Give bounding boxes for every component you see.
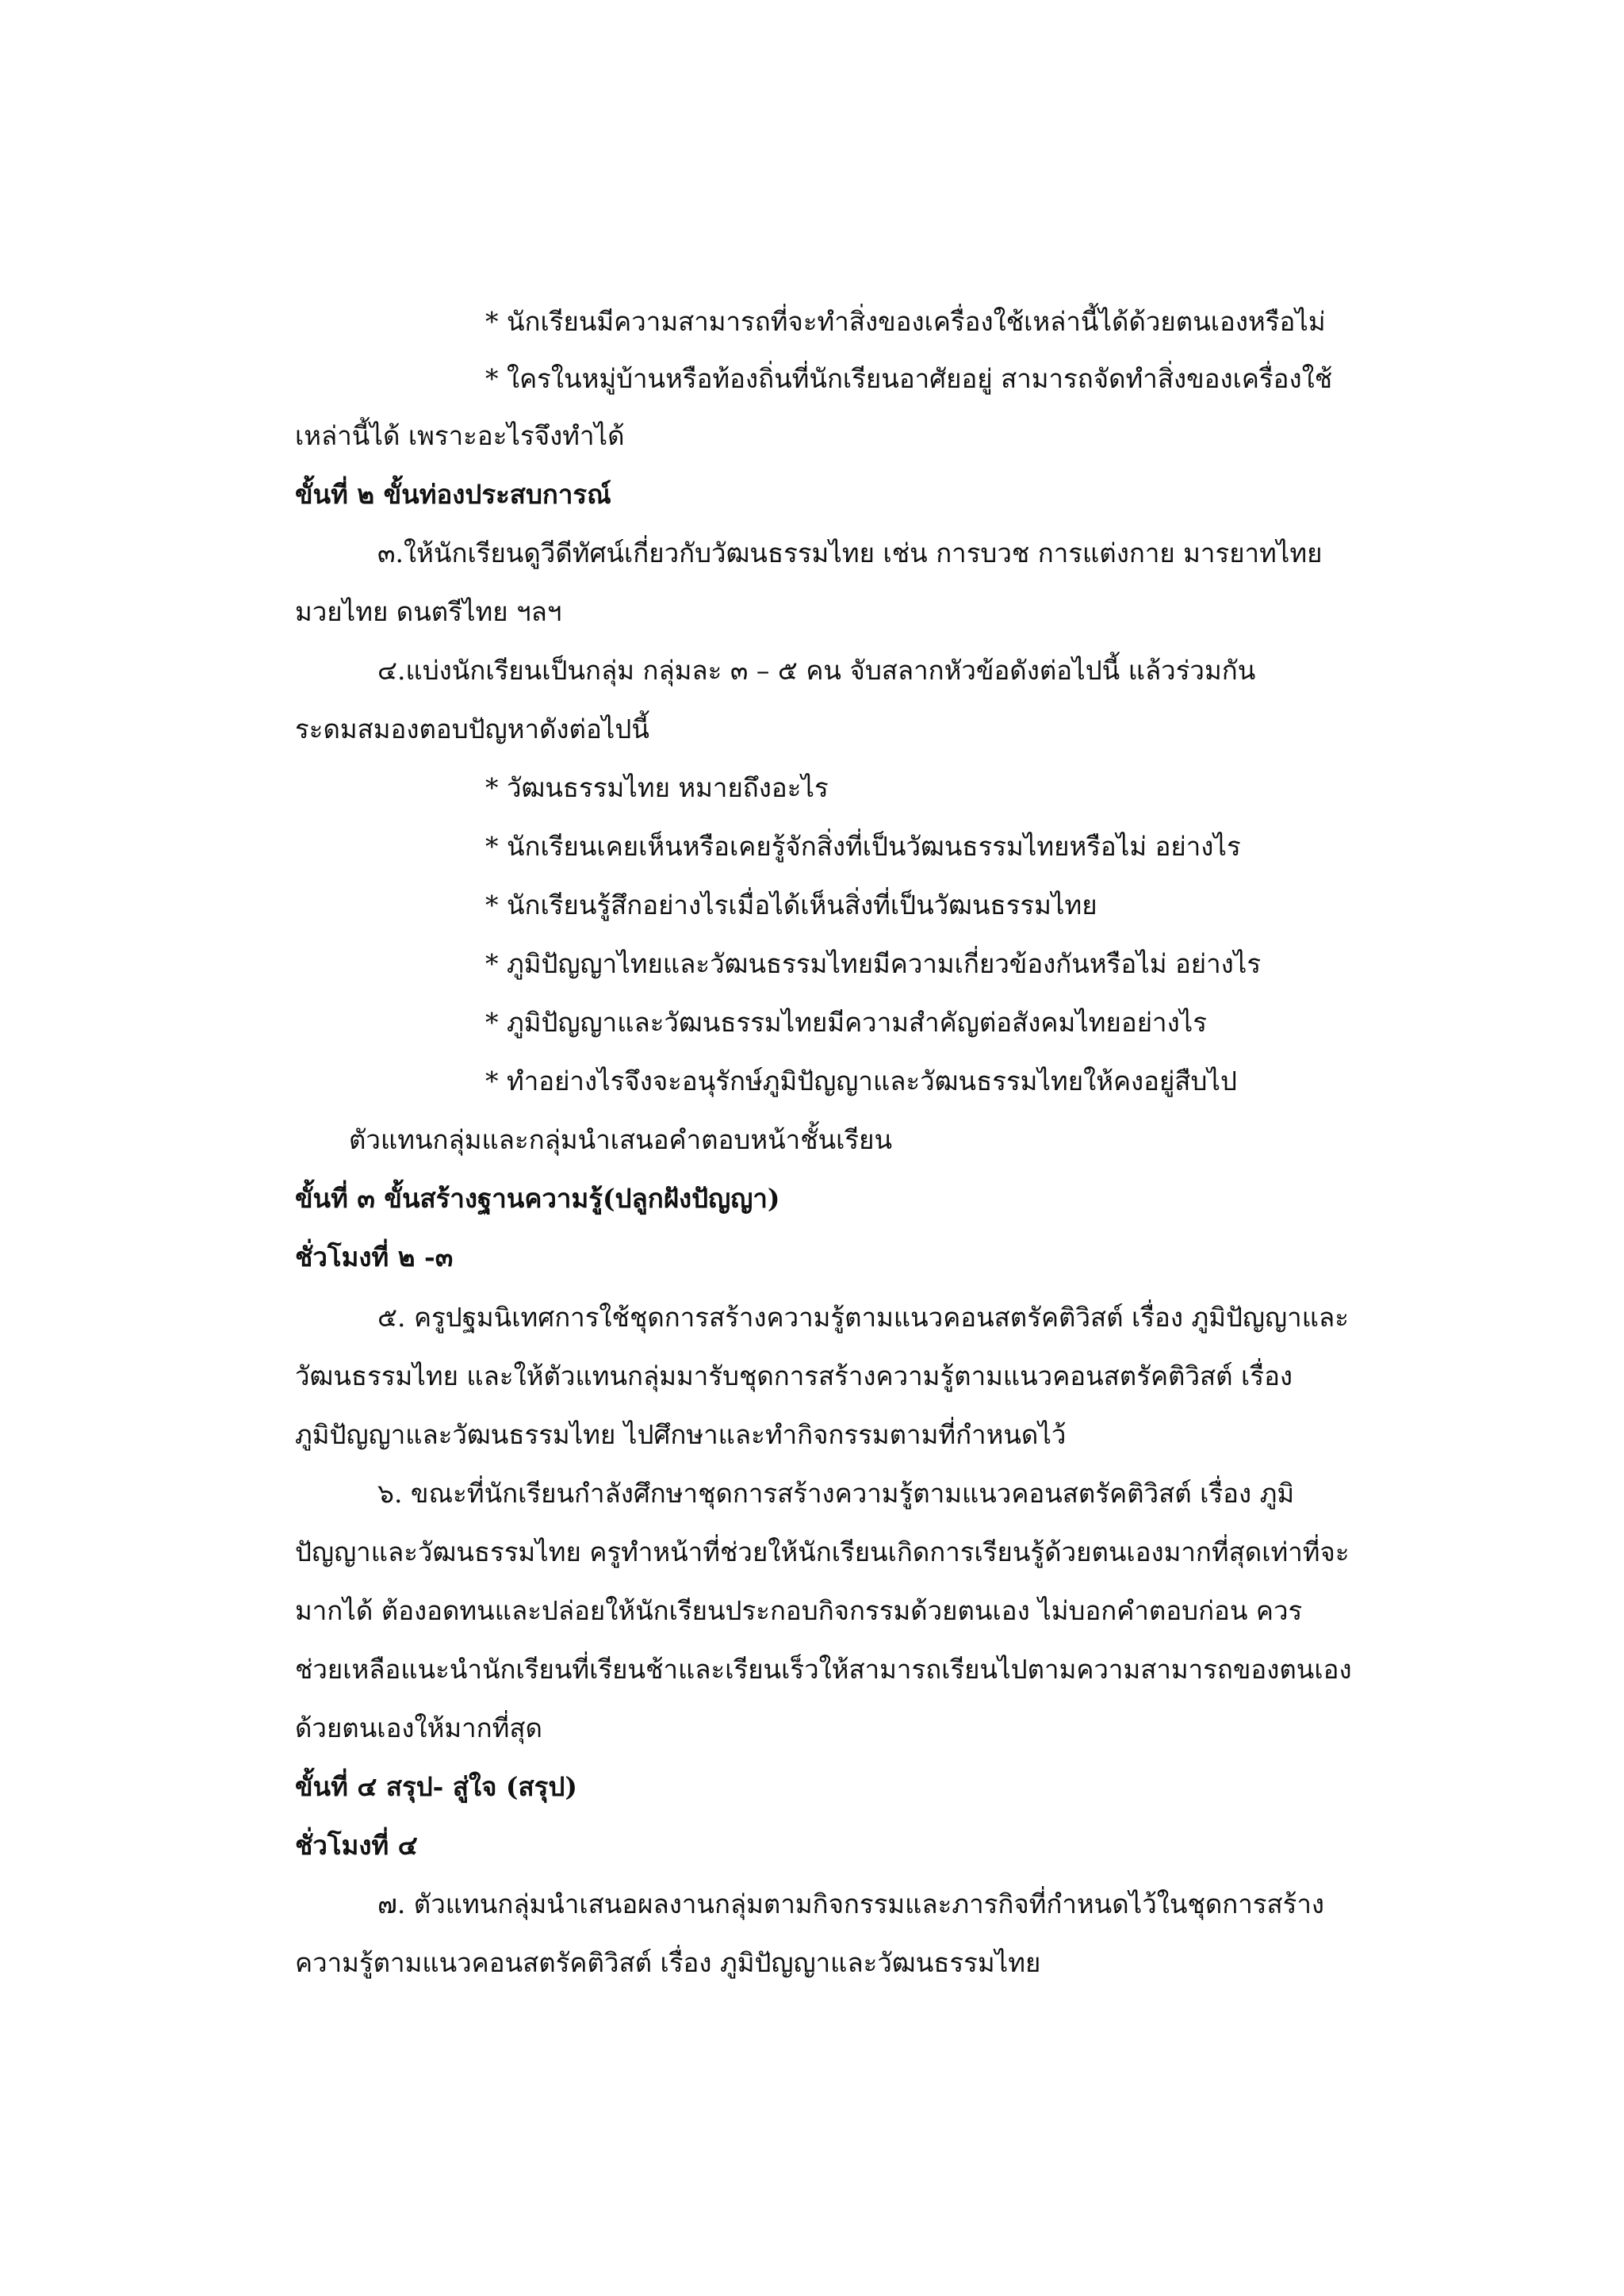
bullet-line: * วัฒนธรรมไทย หมายถึงอะไร	[485, 772, 829, 803]
paragraph-line: ปัญญาและวัฒนธรรมไทย ครูทำหน้าที่ช่วยให้นักเรียนเกิดการเรียนรู้ด้วยตนเองมากที่สุดเท่าที่จะ	[295, 1536, 1350, 1567]
subsection-heading: ชั่วโมงที่ ๒ -๓	[295, 1242, 454, 1272]
paragraph-line: ด้วยตนเองให้มากที่สุด	[295, 1712, 542, 1743]
section-heading: ขั้นที่ ๓ ขั้นสร้างฐานความรู้(ปลูกฝังปัญญา)	[295, 1183, 780, 1214]
subsection-heading: ชั่วโมงที่ ๔	[295, 1830, 418, 1861]
paragraph-line: ตัวแทนกลุ่มและกลุ่มนำเสนอคำตอบหน้าชั้นเรียน	[349, 1124, 893, 1155]
paragraph-line: ช่วยเหลือแนะนำนักเรียนที่เรียนช้าและเรียนเร็วให้สามารถเรียนไปตามความสามารถของตนเอง	[295, 1654, 1352, 1685]
paragraph-line: ๗. ตัวแทนกลุ่มนำเสนอผลงานกลุ่มตามกิจกรรมและภารกิจที่กำหนดไว้ในชุดการสร้าง	[377, 1888, 1325, 1919]
paragraph-line: ๓.ให้นักเรียนดูวีดีทัศน์เกี่ยวกับวัฒนธรรมไทย เช่น การบวช การแต่งกาย มารยาทไทย	[377, 538, 1323, 568]
paragraph-line: ภูมิปัญญาและวัฒนธรรมไทย ไปศึกษาและทำกิจกรรมตามที่กำหนดไว้	[295, 1419, 1067, 1450]
paragraph-line: เหล่านี้ได้ เพราะอะไรจึงทำได้	[295, 420, 625, 451]
paragraph-line: ๔.แบ่งนักเรียนเป็นกลุ่ม กลุ่มละ ๓ – ๕ คน จับสลากหัวข้อดังต่อไปนี้ แล้วร่วมกัน	[377, 655, 1256, 686]
paragraph-line: ความรู้ตามแนวคอนสตรัคติวิสต์ เรื่อง ภูมิปัญญาและวัฒนธรรมไทย	[295, 1947, 1041, 1978]
paragraph-line: มวยไทย ดนตรีไทย ฯลฯ	[295, 596, 562, 627]
section-heading: ขั้นที่ ๒ ขั้นท่องประสบการณ์	[295, 479, 611, 510]
bullet-line: * ใครในหมู่บ้านหรือท้องถิ่นที่นักเรียนอาศัยอยู่ สามารถจัดทำสิ่งของเครื่องใช้	[485, 363, 1333, 394]
paragraph-line: มากได้ ต้องอดทนและปล่อยให้นักเรียนประกอบกิจกรรมด้วยตนเอง ไม่บอกคำตอบก่อน ควร	[295, 1595, 1303, 1626]
paragraph-line: ๖. ขณะที่นักเรียนกำลังศึกษาชุดการสร้างความรู้ตามแนวคอนสตรัคติวิสต์ เรื่อง ภูมิ	[377, 1478, 1295, 1509]
paragraph-line: ระดมสมองตอบปัญหาดังต่อไปนี้	[295, 714, 649, 744]
paragraph-line: ๕. ครูปฐมนิเทศการใช้ชุดการสร้างความรู้ตามแนวคอนสตรัคติวิสต์ เรื่อง ภูมิปัญญาและ	[377, 1302, 1349, 1333]
bullet-line: * นักเรียนเคยเห็นหรือเคยรู้จักสิ่งที่เป็นวัฒนธรรมไทยหรือไม่ อย่างไร	[485, 831, 1241, 862]
section-heading: ขั้นที่ ๔ สรุป- สู่ใจ (สรุป)	[295, 1771, 577, 1802]
bullet-line: * นักเรียนมีความสามารถที่จะทำสิ่งของเครื่องใช้เหล่านี้ได้ด้วยตนเองหรือไม่	[485, 306, 1326, 337]
bullet-line: * ทำอย่างไรจึงจะอนุรักษ์ภูมิปัญญาและวัฒนธรรมไทยให้คงอยู่สืบไป	[485, 1066, 1237, 1096]
paragraph-line: วัฒนธรรมไทย และให้ตัวแทนกลุ่มมารับชุดการสร้างความรู้ตามแนวคอนสตรัคติวิสต์ เรื่อง	[295, 1360, 1293, 1391]
bullet-line: * นักเรียนรู้สึกอย่างไรเมื่อได้เห็นสิ่งที่เป็นวัฒนธรรมไทย	[485, 890, 1097, 920]
bullet-line: * ภูมิปัญญาและวัฒนธรรมไทยมีความสำคัญต่อสังคมไทยอย่างไร	[485, 1007, 1207, 1038]
bullet-line: * ภูมิปัญญาไทยและวัฒนธรรมไทยมีความเกี่ยวข้องกันหรือไม่ อย่างไร	[485, 948, 1262, 979]
